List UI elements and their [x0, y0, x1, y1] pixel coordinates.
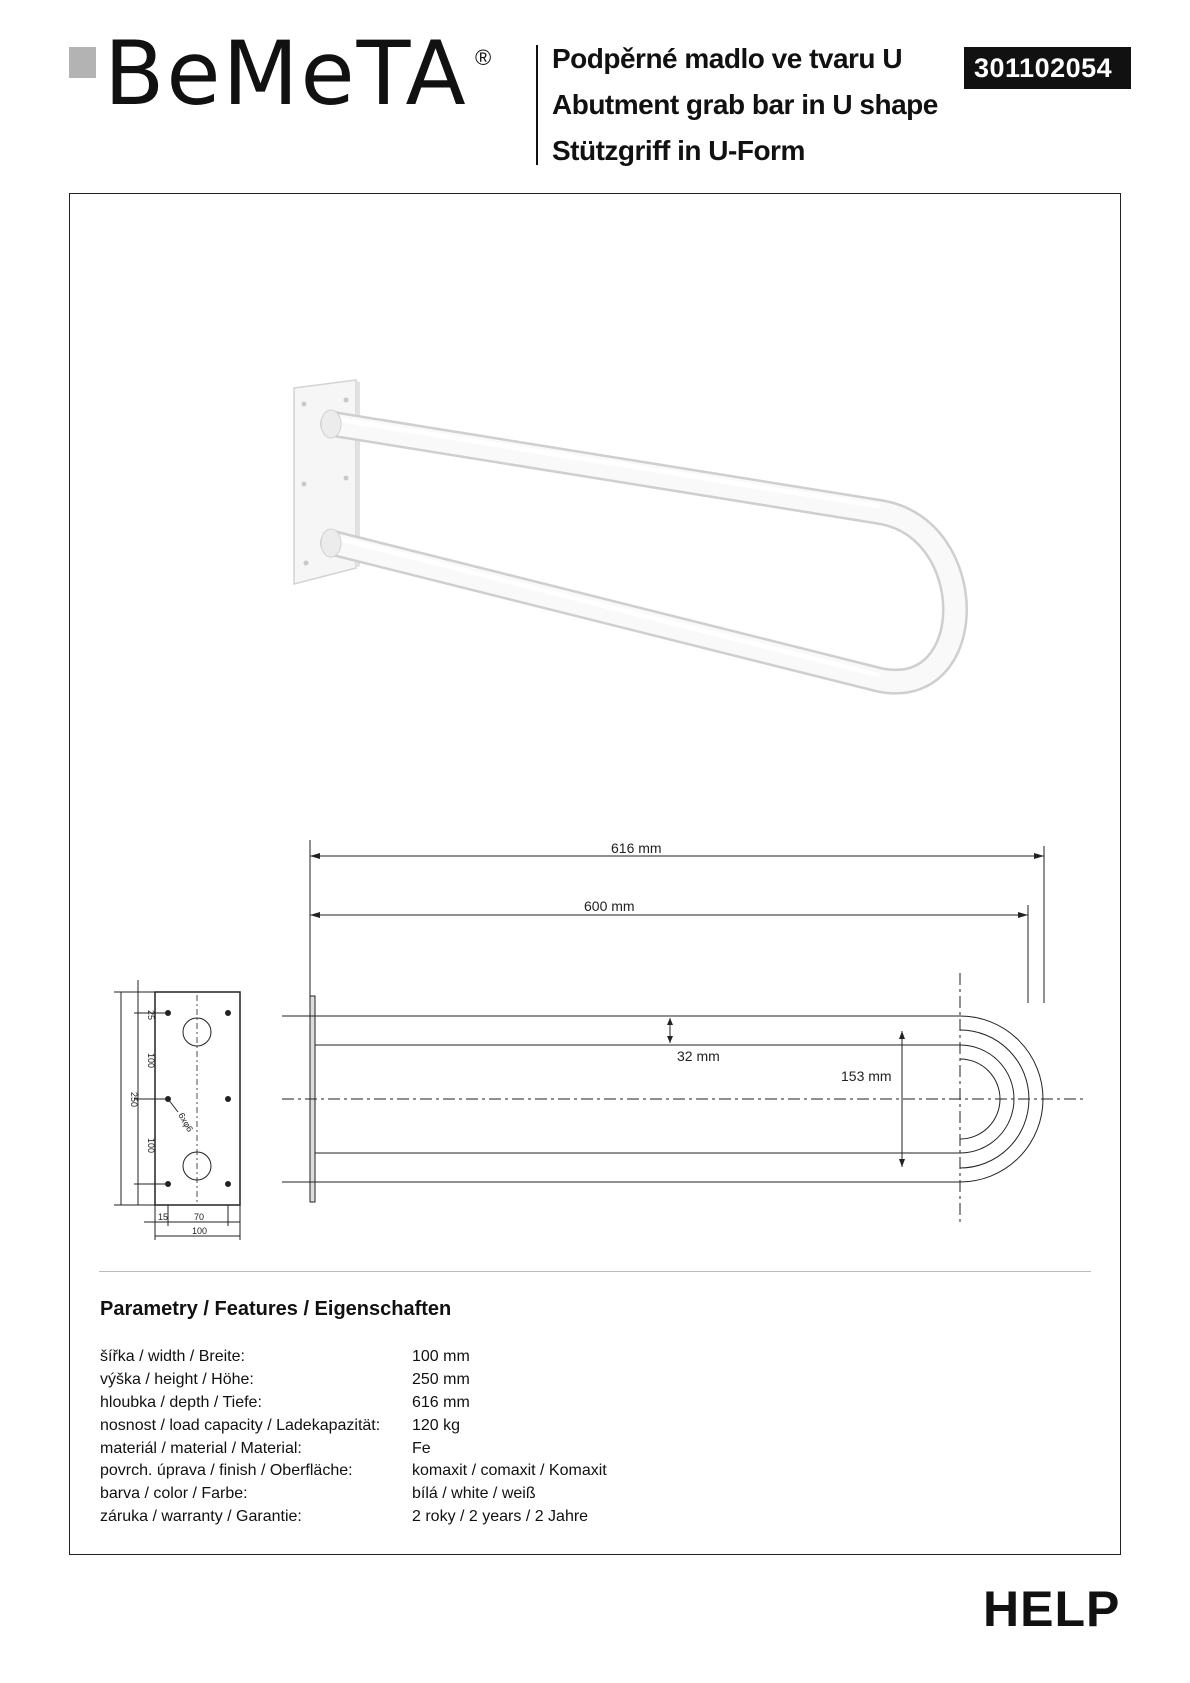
plate-dim-total: 250: [129, 1092, 139, 1108]
section-separator: [99, 1271, 1091, 1272]
dim-length: 600 mm: [584, 898, 635, 914]
param-label: záruka / warranty / Garantie:: [100, 1508, 302, 1526]
params-heading: Parametry / Features / Eigenschaften: [100, 1298, 452, 1320]
param-label: povrch. úprava / finish / Oberfläche:: [100, 1462, 353, 1480]
param-row: [100, 1415, 700, 1438]
param-row: [100, 1506, 700, 1529]
dim-overall: 616 mm: [611, 840, 662, 856]
plate-view-drawing: [114, 980, 240, 1240]
param-row: [100, 1392, 700, 1415]
param-label: barva / color / Farbe:: [100, 1485, 248, 1503]
param-value: 250 mm: [412, 1370, 470, 1388]
series-name: HELP: [983, 1581, 1121, 1637]
param-label: nosnost / load capacity / Ladekapazität:: [100, 1416, 381, 1434]
side-view-drawing: [282, 840, 1085, 1224]
registered-mark: ®: [475, 45, 492, 70]
title-cz: Podpěrné madlo ve tvaru U: [552, 43, 903, 74]
param-row: [100, 1460, 700, 1483]
product-illustration: [294, 380, 955, 682]
param-row: [100, 1346, 700, 1369]
dim-spacing: 153 mm: [841, 1068, 892, 1084]
param-value: komaxit / comaxit / Komaxit: [412, 1462, 607, 1480]
param-value: 100 mm: [412, 1348, 470, 1365]
title-en: Abutment grab bar in U shape: [552, 89, 938, 120]
param-row: [100, 1369, 700, 1392]
param-value: 616 mm: [412, 1393, 470, 1411]
plate-dim-upper: 100: [146, 1053, 156, 1069]
param-value: 120 kg: [412, 1416, 461, 1434]
plate-dim-top: 25: [146, 1010, 156, 1021]
param-label: materiál / material / Material:: [100, 1439, 302, 1457]
plate-dim-hole-spacing: 70: [194, 1212, 205, 1222]
plate-dim-width: 100: [192, 1226, 208, 1236]
params-table: [100, 1346, 700, 1529]
product-code: 301102054: [964, 47, 1131, 89]
param-label: hloubka / depth / Tiefe:: [100, 1393, 262, 1411]
param-label: šířka / width / Breite:: [100, 1348, 245, 1365]
param-value: bílá / white / weiß: [412, 1485, 536, 1503]
dim-tube: 32 mm: [677, 1048, 720, 1064]
param-row: [100, 1483, 700, 1506]
param-value: Fe: [412, 1439, 431, 1457]
param-row: [100, 1438, 700, 1461]
plate-dim-left: 15: [158, 1212, 169, 1222]
param-label: výška / height / Höhe:: [100, 1370, 254, 1388]
plate-dim-screw: 6xφ6: [176, 1111, 196, 1134]
brand-logo: BeMeTA: [104, 22, 468, 125]
param-value: 2 roky / 2 years / 2 Jahre: [412, 1508, 589, 1526]
plate-dim-lower: 100: [146, 1138, 156, 1154]
title-de: Stützgriff in U-Form: [552, 135, 805, 166]
